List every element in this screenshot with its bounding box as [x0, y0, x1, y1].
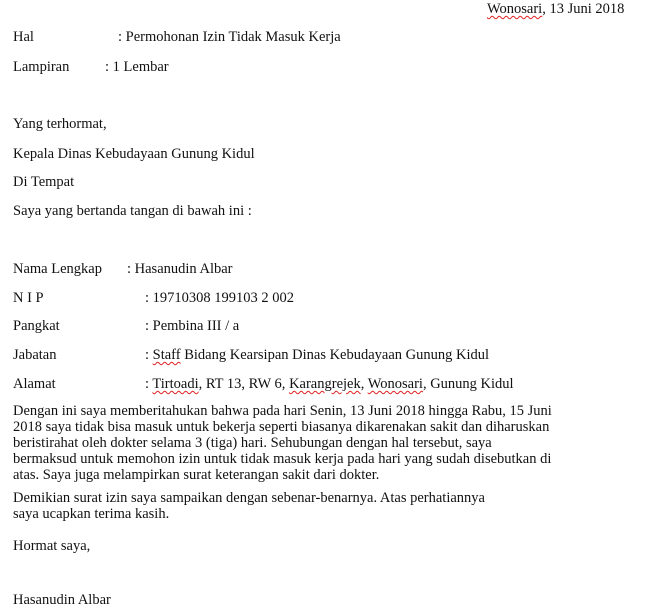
alamat-end: , Gunung Kidul — [422, 376, 514, 392]
hal-label: Hal — [13, 29, 34, 45]
jabatan-label: Jabatan — [13, 347, 57, 363]
alamat-mid: , RT 13, RW 6, — [198, 376, 290, 392]
alamat-wonosari: Wonosari — [367, 376, 423, 392]
nip-label: N I P — [13, 290, 44, 306]
lampiran-label: Lampiran — [13, 59, 70, 75]
date-rest: , 13 Juni 2018 — [542, 1, 625, 17]
nama-value: : Hasanudin Albar — [127, 261, 233, 277]
body-line: atas. Saya juga melampirkan surat keterangan sakit dari dokter. — [13, 467, 380, 483]
closing-line: saya ucapkan terima kasih. — [13, 506, 170, 522]
body-line: beristirahat oleh dokter selama 3 (tiga) hari. Sehubungan dengan hal tersebut, saya — [13, 435, 492, 451]
pangkat-label: Pangkat — [13, 318, 60, 334]
sign-off: Hormat saya, — [13, 538, 91, 554]
recipient-location: Di Tempat — [13, 174, 75, 190]
alamat-comma: , — [360, 376, 368, 392]
signature-name: Hasanudin Albar — [13, 592, 111, 608]
recipient: Kepala Dinas Kebudayaan Gunung Kidul — [13, 146, 255, 162]
letter-date — [487, 1, 624, 18]
alamat-tirtoadi: Tirtoadi — [152, 376, 199, 392]
nama-label: Nama Lengkap — [13, 261, 102, 277]
lampiran-value: : 1 Lembar — [105, 59, 169, 75]
alamat-colon: : — [145, 376, 153, 392]
jabatan-value — [145, 347, 489, 364]
closing-paragraph — [13, 490, 485, 522]
body-line: Dengan ini saya memberitahukan bahwa pada hari Senin, 13 Juni 2018 hingga Rabu, 15 Juni — [13, 403, 552, 419]
alamat-label: Alamat — [13, 376, 56, 392]
hal-value: : Permohonan Izin Tidak Masuk Kerja — [118, 29, 341, 45]
date-place: Wonosari — [487, 1, 543, 17]
body-line: bermaksud untuk memohon izin untuk tidak masuk kerja pada hari yang sudah disebutkan di — [13, 451, 552, 467]
jabatan-staff: Staff — [152, 347, 181, 363]
alamat-karangrejek: Karangrejek — [289, 376, 361, 392]
body-line: 2018 saya tidak bisa masuk untuk bekerja seperti biasanya dikarenakan sakit dan diharuskan — [13, 419, 550, 435]
closing-line: Demikian surat izin saya sampaikan dengan sebenar-benarnya. Atas perhatiannya — [13, 490, 485, 506]
nip-value: : 19710308 199103 2 002 — [145, 290, 295, 306]
intro-sentence: Saya yang bertanda tangan di bawah ini : — [13, 203, 252, 219]
salutation: Yang terhormat, — [13, 116, 107, 132]
alamat-value — [145, 376, 514, 393]
body-paragraph — [13, 403, 552, 483]
jabatan-colon: : — [145, 347, 153, 363]
jabatan-rest: Bidang Kearsipan Dinas Kebudayaan Gunung Kidul — [180, 347, 490, 363]
pangkat-value: : Pembina III / a — [145, 318, 240, 334]
